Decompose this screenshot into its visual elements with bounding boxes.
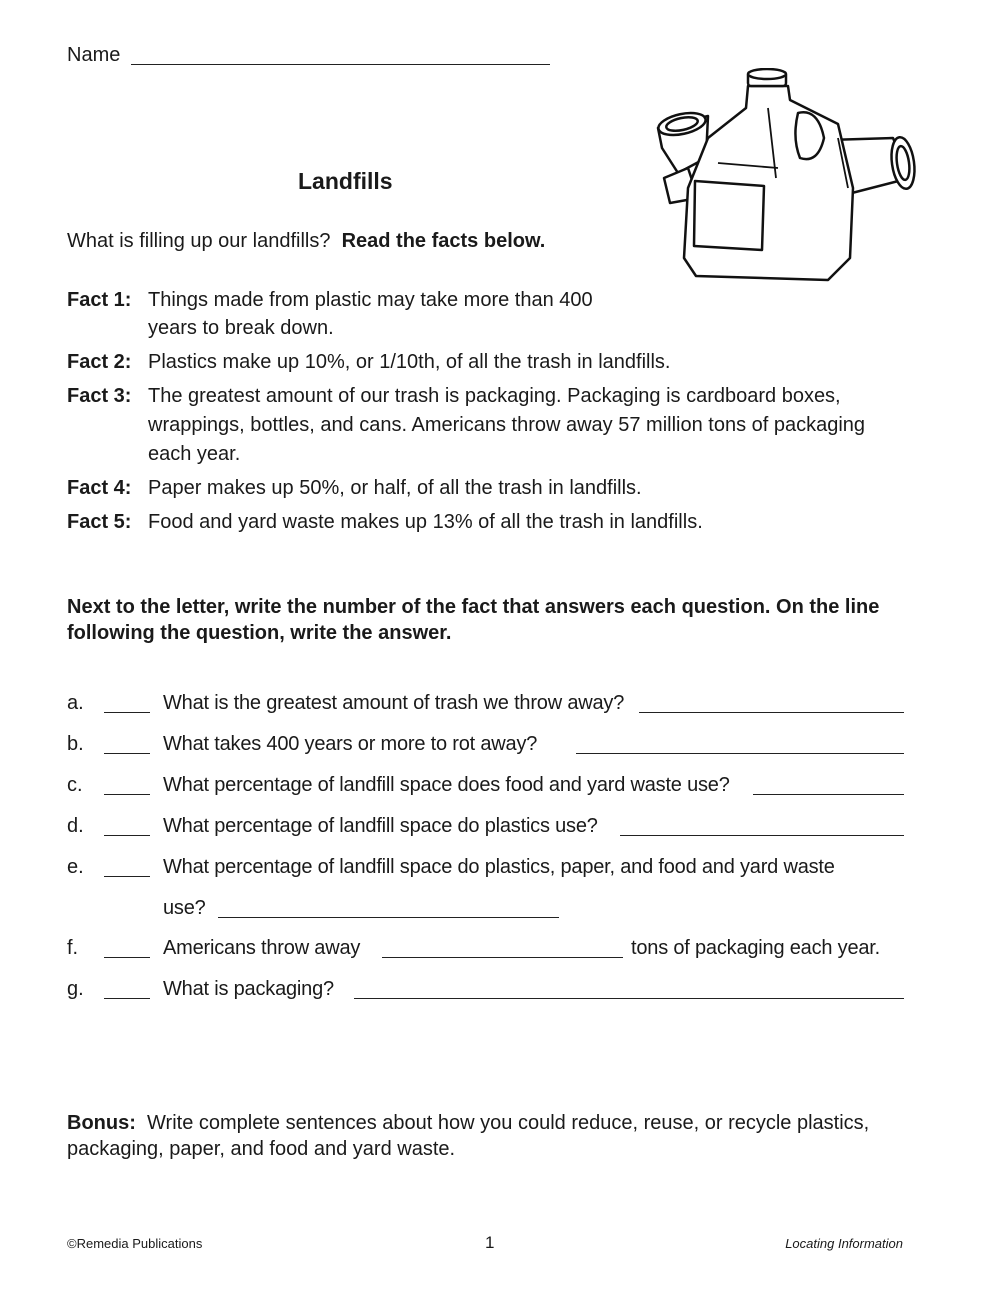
bonus-label: Bonus: (67, 1112, 136, 1134)
question-a (67, 692, 907, 720)
footer-publisher: ©Remedia Publications (67, 1236, 203, 1251)
bonus-text: Write complete sentences about how you could reduce, reuse, or recycle plastics, packaging, paper, and food and yard waste. (67, 1112, 870, 1160)
bonus-section (67, 1110, 937, 1162)
question-letter: d. (67, 815, 84, 837)
name-label: Name (67, 44, 121, 66)
fact-number-blank[interactable] (104, 712, 150, 713)
answer-line[interactable] (576, 753, 904, 754)
question-text: What percentage of landfill space do plastics use? (163, 815, 598, 837)
name-input-line[interactable] (131, 64, 550, 65)
intro-question: What is filling up our landfills? (67, 230, 331, 252)
question-text-after: tons of packaging each year. (631, 937, 881, 959)
fact-text: wrappings, bottles, and cans. Americans throw away 57 million tons of packaging (148, 414, 866, 436)
question-letter: a. (67, 692, 84, 714)
question-letter: e. (67, 856, 84, 878)
footer-section: Locating Information (785, 1236, 903, 1251)
question-letter: g. (67, 978, 84, 1000)
question-text: What percentage of landfill space does food and yard waste use? (163, 774, 730, 796)
question-e (67, 856, 907, 926)
fact-text: Plastics make up 10%, or 1/10th, of all the trash in landfills. (148, 351, 671, 373)
question-text: What is packaging? (163, 978, 334, 1000)
page-number: 1 (485, 1233, 495, 1252)
fact-number-blank[interactable] (104, 957, 150, 958)
fact-number-blank[interactable] (104, 794, 150, 795)
fact-label: Fact 5: (67, 511, 132, 533)
answer-line[interactable] (218, 917, 559, 918)
question-g (67, 978, 907, 1006)
question-b (67, 733, 907, 761)
fact-text: years to break down. (148, 317, 334, 339)
intro-text (67, 230, 545, 253)
fact-number-blank[interactable] (104, 753, 150, 754)
answer-line[interactable] (620, 835, 904, 836)
question-letter: c. (67, 774, 83, 796)
question-text: What takes 400 years or more to rot away? (163, 733, 538, 755)
question-c (67, 774, 907, 802)
trash-illustration (648, 68, 918, 288)
question-d (67, 815, 907, 843)
instructions: Next to the letter, write the number of the fact that answers each question. On the line following the question, write the answer. (67, 596, 880, 644)
fact-text: each year. (148, 443, 241, 465)
answer-line[interactable] (382, 957, 623, 958)
question-f (67, 937, 907, 965)
fact-label: Fact 2: (67, 351, 132, 373)
fact-number-blank[interactable] (104, 998, 150, 999)
question-text: Americans throw away (163, 937, 361, 959)
answer-line[interactable] (753, 794, 904, 795)
fact-text: Things made from plastic may take more than 400 (148, 289, 593, 311)
question-text: What is the greatest amount of trash we throw away? (163, 692, 625, 714)
fact-number-blank[interactable] (104, 835, 150, 836)
question-text: What percentage of landfill space do plastics, paper, and food and yard waste (163, 856, 835, 878)
fact-label: Fact 3: (67, 385, 132, 407)
question-text-cont: use? (163, 897, 206, 919)
answer-line[interactable] (639, 712, 904, 713)
intro-instruction: Read the facts below. (341, 230, 546, 252)
question-letter: f. (67, 937, 79, 959)
answer-line[interactable] (354, 998, 904, 999)
fact-text: Food and yard waste makes up 13% of all the trash in landfills. (148, 511, 703, 533)
page-title: Landfills (298, 168, 393, 194)
fact-text: The greatest amount of our trash is packaging. Packaging is cardboard boxes, (148, 385, 841, 407)
fact-label: Fact 4: (67, 477, 132, 499)
fact-label: Fact 1: (67, 289, 132, 311)
fact-text: Paper makes up 50%, or half, of all the trash in landfills. (148, 477, 642, 499)
question-letter: b. (67, 733, 84, 755)
fact-number-blank[interactable] (104, 876, 150, 877)
